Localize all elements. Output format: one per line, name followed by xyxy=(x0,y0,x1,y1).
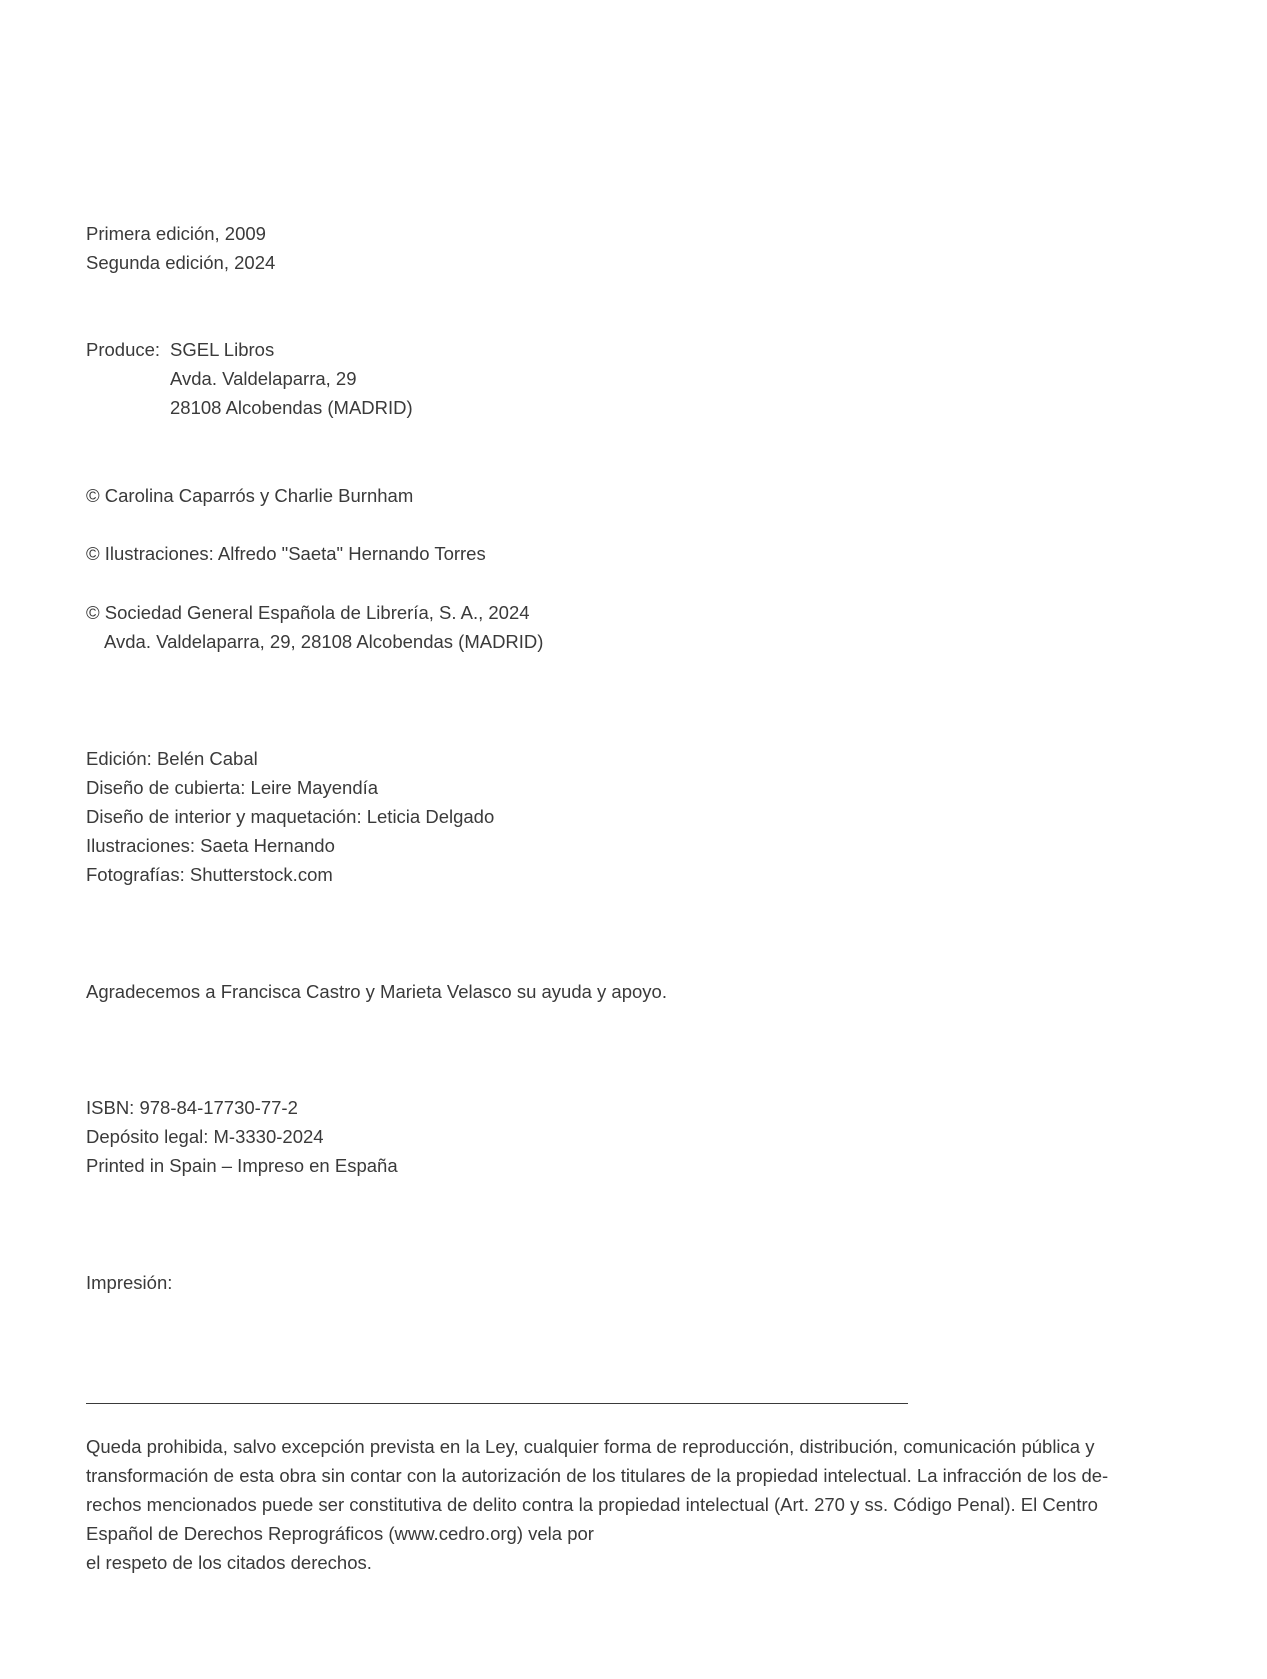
copyright-authors: © Carolina Caparrós y Charlie Burnham xyxy=(86,485,414,506)
edition-second: Segunda edición, 2024 xyxy=(86,252,276,273)
producer-city: 28108 Alcobendas (MADRID) xyxy=(170,397,413,418)
copyright-illustrations: © Ilustraciones: Alfredo "Saeta" Hernando Torres xyxy=(86,543,486,564)
legal-notice-line: rechos mencionados puede ser constitutiva de delito contra la propiedad intelectual (Art. 270 y ss. Código Penal). El Centro xyxy=(86,1494,1098,1515)
producer-street: Avda. Valdelaparra, 29 xyxy=(170,368,357,389)
credit-photos: Fotografías: Shutterstock.com xyxy=(86,864,333,885)
producer-name: SGEL Libros xyxy=(170,339,275,360)
legal-notice xyxy=(86,1432,1186,1577)
producer-label: Produce: xyxy=(86,339,161,360)
acknowledgement: Agradecemos a Francisca Castro y Marieta Velasco su ayuda y apoyo. xyxy=(86,981,667,1002)
legal-notice-line: Queda prohibida, salvo excepción prevista en la Ley, cualquier forma de reproducción, distribución, comunicación pública y xyxy=(86,1436,1095,1457)
legal-notice-line: el respeto de los citados derechos. xyxy=(86,1552,372,1573)
printing-label: Impresión: xyxy=(86,1272,173,1293)
credit-cover-design: Diseño de cubierta: Leire Mayendía xyxy=(86,777,379,798)
edition-first: Primera edición, 2009 xyxy=(86,223,266,244)
printed-in: Printed in Spain – Impreso en España xyxy=(86,1155,398,1176)
copyright-publisher: © Sociedad General Española de Librería, S. A., 2024 xyxy=(86,602,530,623)
credit-interior-design: Diseño de interior y maquetación: Leticia Delgado xyxy=(86,806,495,827)
separator-rule xyxy=(86,1403,908,1404)
legal-notice-line: transformación de esta obra sin contar con la autorización de los titulares de la propiedad intelectual. La infracción de los de- xyxy=(86,1465,1109,1486)
credit-edition: Edición: Belén Cabal xyxy=(86,748,258,769)
copyright-publisher-address: Avda. Valdelaparra, 29, 28108 Alcobendas (MADRID) xyxy=(104,631,544,652)
legal-deposit: Depósito legal: M-3330-2024 xyxy=(86,1126,324,1147)
credit-illustrations: Ilustraciones: Saeta Hernando xyxy=(86,835,335,856)
isbn: ISBN: 978-84-17730-77-2 xyxy=(86,1097,298,1118)
legal-notice-line: Español de Derechos Reprográficos (www.cedro.org) vela por xyxy=(86,1523,594,1544)
